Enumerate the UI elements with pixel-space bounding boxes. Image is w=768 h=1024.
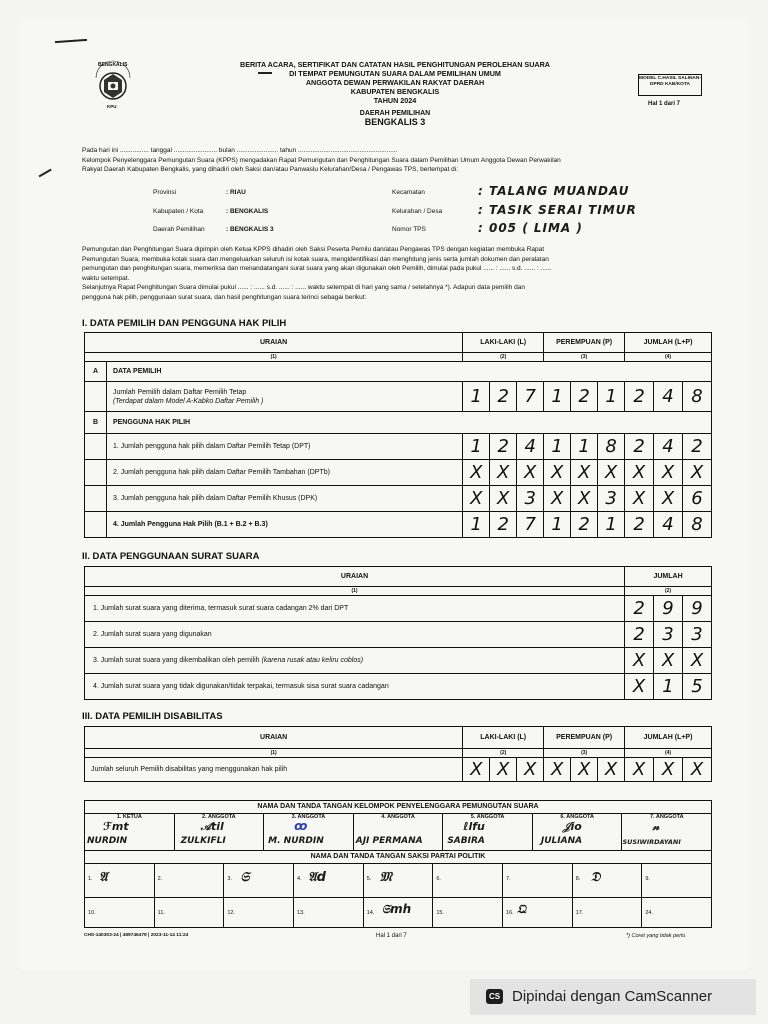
row-a1 [85,382,712,412]
row-s3-1 [85,758,712,782]
saksi-number: 14. [366,910,375,916]
role-label: 3. ANGGOTA [291,814,326,820]
digit-cell[interactable]: 1 [598,382,625,412]
digit-cell[interactable]: 1 [654,674,683,700]
digit-cell[interactable]: 2 [625,622,654,648]
col-num: (2) [463,353,544,362]
row-title: PENGGUNA HAK PILIH [106,412,711,434]
dapil-value: BENGKALIS 3 [364,117,426,127]
saksi-number: 12. [227,910,235,916]
col-perempuan: PEREMPUAN (P) [544,727,625,749]
digit-cell[interactable]: 5 [683,674,712,700]
saksi-number: 15. [436,910,445,916]
signature-scribble: 𝓃 [652,820,660,833]
digit-cell[interactable]: 8 [598,434,625,460]
footer-center: Hal 1 dari 7 [376,933,407,939]
digit-cell[interactable]: X [654,758,683,782]
col-laki: LAKI-LAKI (L) [463,727,544,749]
logo-sub: KPU [107,104,117,109]
digit-cell[interactable]: X [490,460,517,486]
col-uraian: URAIAN [85,567,625,587]
col-num: (1) [85,353,463,362]
role-label: 5. ANGGOTA [470,814,505,820]
member-name: AJI PERMANA [355,836,423,846]
saksi-cell [642,864,711,897]
col-num: (3) [544,749,625,758]
digit-cell[interactable]: 2 [490,434,517,460]
saksi-number: 1. [88,876,93,882]
digit-cell[interactable]: 1 [571,434,598,460]
digit-cell[interactable]: X [490,758,517,782]
col-laki: LAKI-LAKI (L) [463,333,544,353]
digit-cell[interactable]: X [625,648,654,674]
camscanner-badge [470,979,756,1015]
paragraph [82,245,722,302]
section2-title: II. DATA PENGGUNAAN SURAT SUARA [82,551,260,562]
digit-cell[interactable]: 2 [490,382,517,412]
kpps-title: NAMA DAN TANDA TANGAN KELOMPOK PENYELENGGARA PEMUNGUTAN SUARA [85,801,711,814]
intro-line: Kelompok Penyelenggara Pemungutan Suara (KPPS) mengadakan Rapat Pemungutan dan Penghitungan Suara dalam Pemilihan Umum Anggota Dewan Perwakilan [82,156,561,164]
row-label: 2. Jumlah pengguna hak pilih dalam Daftar Pemilih Tambahan (DPTb) [106,460,462,486]
saksi-cell [433,898,503,928]
row-s2-3 [85,648,712,674]
intro [82,146,722,175]
col-num: (4) [625,353,712,362]
digit-cell[interactable]: 6 [682,486,711,512]
dapil-label: DAERAH PEMILIHAN [359,110,431,117]
kpps-cell [175,814,265,850]
saksi-number: 4. [297,876,302,882]
digit-cell[interactable]: 4 [654,434,683,460]
tps-label: Nomor TPS [392,226,426,233]
digit-cell[interactable]: 1 [544,434,571,460]
paragraph-line: pemungutan dan penghitungan suara, memeriksa dan menandatangani surat suara yang akan digunakan oleh Pemilih, dimulai pada pukul ...... : ...... s.d. ...... : ...... [82,265,552,272]
saksi-cell [294,898,364,928]
row-b1 [85,434,712,460]
member-name: M. NURDIN [268,836,324,846]
row-label: 1. Jumlah surat suara yang diterima, termasuk surat suara cadangan 2% dari DPT [85,596,625,622]
digit-cell[interactable]: X [625,758,654,782]
role-label: 6. ANGGOTA [560,814,594,820]
row-label: 2. Jumlah surat suara yang digunakan [85,622,625,648]
digit-cell[interactable]: 2 [490,512,517,538]
signature-scribble: 𝔄d [308,870,326,885]
saksi-row-2 [85,898,711,928]
saksi-title: NAMA DAN TANDA TANGAN SAKSI PARTAI POLITIK [85,851,711,864]
col-jumlah: JUMLAH (L+P) [625,333,712,353]
digit-cell[interactable]: X [490,486,517,512]
row-label: 1. Jumlah pengguna hak pilih dalam Daftar Pemilih Tetap (DPT) [106,434,462,460]
footer-left: CHS-140303-24 | 489746479 | 2023-11-14 11:24 [84,933,189,938]
kelurahan-label: Kelurahan / Desa [392,208,443,215]
digit-cell[interactable]: 1 [544,512,571,538]
paragraph-line: Pemungutan Suara, membuka kotak suara dan mengeluarkan seluruh isi kotak suara, mengidentifikasi dan menghitung jenis serta jumlah dokumen dan peralatan [82,255,549,263]
paragraph-line: Pemungutan dan Penghitungan Suara dipimpin oleh Ketua KPPS dihadiri oleh Saksi Peserta Pemilu dan/atau Pengawas TPS dengan kegiatan membuka Rapat [82,246,545,253]
digit-cell[interactable]: 1 [463,382,490,412]
model-box-text: MODEL C.HASIL SALINAN-DPRD KAB/KOTA [639,76,701,87]
digit-cell[interactable]: 2 [625,382,654,412]
row-s2-1 [85,596,712,622]
section3-title: III. DATA PEMILIH DISABILITAS [82,711,223,722]
digit-cell[interactable]: 2 [571,512,598,538]
kpps-cell [264,814,354,850]
digit-cell[interactable]: 2 [571,382,598,412]
digit-cell[interactable]: 7 [517,382,544,412]
digit-cell[interactable]: 8 [682,382,711,412]
signature-block [84,800,712,928]
row-s2-2 [85,622,712,648]
signature-scribble: 𝔐 [379,870,392,885]
col-num: (4) [625,749,712,758]
kabkota-label: Kabupaten / Kota [153,208,204,215]
digit-cell[interactable]: 1 [463,512,490,538]
kecamatan-value: : TALANG MUANDAU [478,184,630,198]
footer-right: *) Coret yang tidak perlu [626,933,686,939]
header-strike [258,72,272,74]
digit-cell[interactable]: X [598,460,625,486]
saksi-number: 7. [506,876,511,882]
row-label-italic: (karena rusak atau keliru coblos) [261,657,364,664]
digit-cell[interactable]: X [683,648,712,674]
saksi-number: 9. [645,876,650,882]
digit-cell[interactable]: X [571,460,598,486]
digit-cell[interactable]: 4 [654,382,683,412]
saksi-number: 8. [575,876,581,882]
member-name: SUSIWIRDAYANI [622,838,681,846]
section3-table [84,726,712,782]
col-num: (1) [85,749,463,758]
saksi-number: 6. [436,876,441,882]
digit-cell[interactable]: X [517,460,544,486]
digit-cell[interactable]: X [654,486,683,512]
signature-scribble: 𝔄 [99,870,108,885]
signature-scribble: ꝏ [294,819,308,833]
saksi-number: 2. [157,876,163,882]
signature-scribble: 𝔇 [590,870,601,885]
role-label: 7. ANGGOTA [649,814,684,820]
saksi-cell [224,898,294,928]
provinsi-value: : RIAU [226,189,246,196]
row-label: 3. Jumlah surat suara yang dikembalikan oleh pemilih [93,657,260,664]
row-title: DATA PEMILIH [106,362,711,382]
digit-cell[interactable]: 9 [654,596,683,622]
digit-cell[interactable]: 2 [625,434,654,460]
dapil-loc-value: : BENGKALIS 3 [226,226,274,233]
saksi-number: 24. [645,910,654,916]
kpps-cell [443,814,533,850]
kecamatan-label: Kecamatan [392,189,425,196]
member-name: NURDIN [87,836,128,846]
saksi-cell [573,864,643,897]
digit-cell[interactable]: X [625,486,654,512]
digit-cell[interactable]: 2 [682,434,711,460]
col-num: (2) [463,749,544,758]
col-num: (3) [544,353,625,362]
col-num: (2) [625,587,712,596]
row-label: Jumlah seluruh Pemilih disabilitas yang menggunakan hak pilih [85,758,463,782]
member-name: ZULKIFLI [180,836,226,846]
tps-value: : 005 ( LIMA ) [478,221,583,235]
saksi-cell [155,898,225,928]
row-sublabel: (Terdapat dalam Model A-Kabko Daftar Pemilih ) [112,397,264,405]
digit-cell[interactable]: 8 [682,512,711,538]
role-label: 4. ANGGOTA [381,814,415,820]
section1-title: I. DATA PEMILIH DAN PENGGUNA HAK PILIH [82,318,287,329]
digit-cell[interactable]: 3 [517,486,544,512]
logo-text: BENGKALIS [98,62,128,68]
kpps-cell [622,814,711,850]
saksi-cell [433,864,503,897]
saksi-row-1 [85,864,711,898]
kpps-cell [533,814,623,850]
digit-cell[interactable]: 1 [598,512,625,538]
signature-scribble: 𝔔 [517,902,526,916]
member-name: JULIANA [540,836,583,846]
kpps-cell [354,814,444,850]
digit-cell[interactable]: X [544,758,571,782]
saksi-cell [503,898,573,928]
saksi-cell [85,898,155,928]
saksi-cell [85,864,155,897]
camscanner-text: Dipindai dengan CamScanner [512,988,713,1005]
row-label: 4. Jumlah surat suara yang tidak digunakan/tidak terpakai, termasuk sisa surat suara cadangan [85,674,625,700]
paragraph-line: pengguna hak pilih, penggunaan surat suara, dan hasil penghitungan suara terinci sebagai berikut: [82,293,367,301]
digit-cell[interactable]: 4 [654,512,683,538]
row-b2 [85,460,712,486]
role-label: 1. KETUA [116,814,142,820]
saksi-number: 17. [575,910,584,916]
signature-scribble: ℱmt [103,820,129,833]
digit-cell[interactable]: X [571,758,598,782]
saksi-cell [364,864,434,897]
digit-cell[interactable]: 2 [625,596,654,622]
signature-scribble: ℓlfu [463,820,485,833]
digit-cell[interactable]: 2 [625,512,654,538]
digit-cell[interactable]: X [463,486,490,512]
digit-cell[interactable]: 4 [517,434,544,460]
header-line: BERITA ACARA, SERTIFIKAT DAN CATATAN HASIL PENGHITUNGAN PEROLEHAN SUARA [240,60,550,69]
col-uraian: URAIAN [85,333,463,353]
section1-table [84,332,712,538]
signature-scribble: 𝒜til [200,820,224,833]
saksi-cell [224,864,294,897]
digit-cell[interactable]: X [571,486,598,512]
intro-line: Pada hari ini ................ tanggal ........................ bulan ....................... tahun ....................................................... [82,147,398,154]
row-s2-4 [85,674,712,700]
saksi-number: 13. [297,910,305,916]
model-box [638,74,702,96]
digit-cell[interactable]: X [682,460,711,486]
saksi-number: 16. [506,910,514,916]
member-name: SABIRA [447,836,485,846]
row-label: 4. Jumlah Pengguna Hak Pilih (B.1 + B.2 + B.3) [106,512,462,538]
digit-cell[interactable]: X [544,460,571,486]
kabkota-value: : BENGKALIS [226,208,269,215]
dapil-loc-label: Daerah Pemilihan [153,226,205,233]
col-jumlah: JUMLAH (L+P) [625,727,712,749]
section2-table [84,566,712,700]
digit-cell[interactable]: X [517,758,544,782]
digit-cell[interactable]: 9 [683,596,712,622]
kelurahan-value: : TASIK SERAI TIMUR [478,203,637,217]
digit-cell[interactable]: X [463,460,490,486]
saksi-cell [642,898,711,928]
header-line: KABUPATEN BENGKALIS [350,87,440,96]
saksi-cell [294,864,364,897]
col-jumlah: JUMLAH [625,567,712,587]
saksi-number: 11. [157,910,165,916]
saksi-cell [503,864,573,897]
role-label: 2. ANGGOTA [202,814,236,820]
row-label: 3. Jumlah pengguna hak pilih dalam Daftar Pemilih Khusus (DPK) [106,486,462,512]
header-line: ANGGOTA DEWAN PERWAKILAN RAKYAT DAERAH [305,78,485,87]
paragraph-line: waktu setempat. [82,274,130,282]
row-b4 [85,512,712,538]
document-header [200,60,590,127]
signature-scribble: 𝔖mh [381,902,412,916]
digit-cell[interactable]: 1 [544,382,571,412]
kpps-cell [85,814,175,850]
digit-cell[interactable]: X [654,460,683,486]
digit-cell[interactable]: X [544,486,571,512]
provinsi-label: Provinsi [153,189,177,196]
saksi-cell [155,864,225,897]
digit-cell[interactable]: 3 [654,622,683,648]
row-letter: B [85,412,107,434]
digit-cell[interactable]: 1 [463,434,490,460]
digit-cell[interactable]: X [654,648,683,674]
page-of: Hal 1 dari 7 [648,101,681,107]
digit-cell[interactable]: X [598,758,625,782]
header-line: DI TEMPAT PEMUNGUTAN SUARA DALAM PEMILIHAN UMUM [289,69,501,78]
col-num: (1) [85,587,625,596]
digit-cell[interactable]: 3 [683,622,712,648]
row-label: Jumlah Pemilih dalam Daftar Pemilih Tetap [112,388,247,396]
intro-line: Rakyat Daerah Kabupaten Bengkalis, yang dihadiri oleh Saksi dan/atau Panwaslu Kelurahan/Desa / Pengawas TPS, bertempat di: [82,166,459,173]
camscanner-logo-icon [486,989,503,1004]
digit-cell[interactable]: 3 [598,486,625,512]
digit-cell[interactable]: X [625,674,654,700]
paragraph-line: Selanjutnya Rapat Penghitungan Suara dimulai pukul ...... : ...... s.d. ...... : ...... waktu setempat di hari yang sama / setelahnya *). Adapun data pemilih dan [82,284,525,291]
col-perempuan: PEREMPUAN (P) [544,333,625,353]
saksi-number: 5. [366,876,372,882]
kpps-row [85,814,711,851]
signature-scribble: 𝔖 [240,870,250,885]
digit-cell[interactable]: X [463,758,490,782]
saksi-cell [573,898,643,928]
col-uraian: URAIAN [85,727,463,749]
kpu-logo [90,60,136,112]
saksi-number: 10. [88,910,96,916]
signature-scribble: 𝒥io [562,820,582,833]
digit-cell[interactable]: X [625,460,654,486]
digit-cell[interactable]: X [682,758,711,782]
camscanner-logo-text: CS [488,992,501,1001]
digit-cell[interactable]: 7 [517,512,544,538]
row-b3 [85,486,712,512]
row-letter: A [85,362,107,382]
header-line: TAHUN 2024 [373,96,417,105]
saksi-cell [364,898,434,928]
saksi-number: 3. [227,876,232,882]
